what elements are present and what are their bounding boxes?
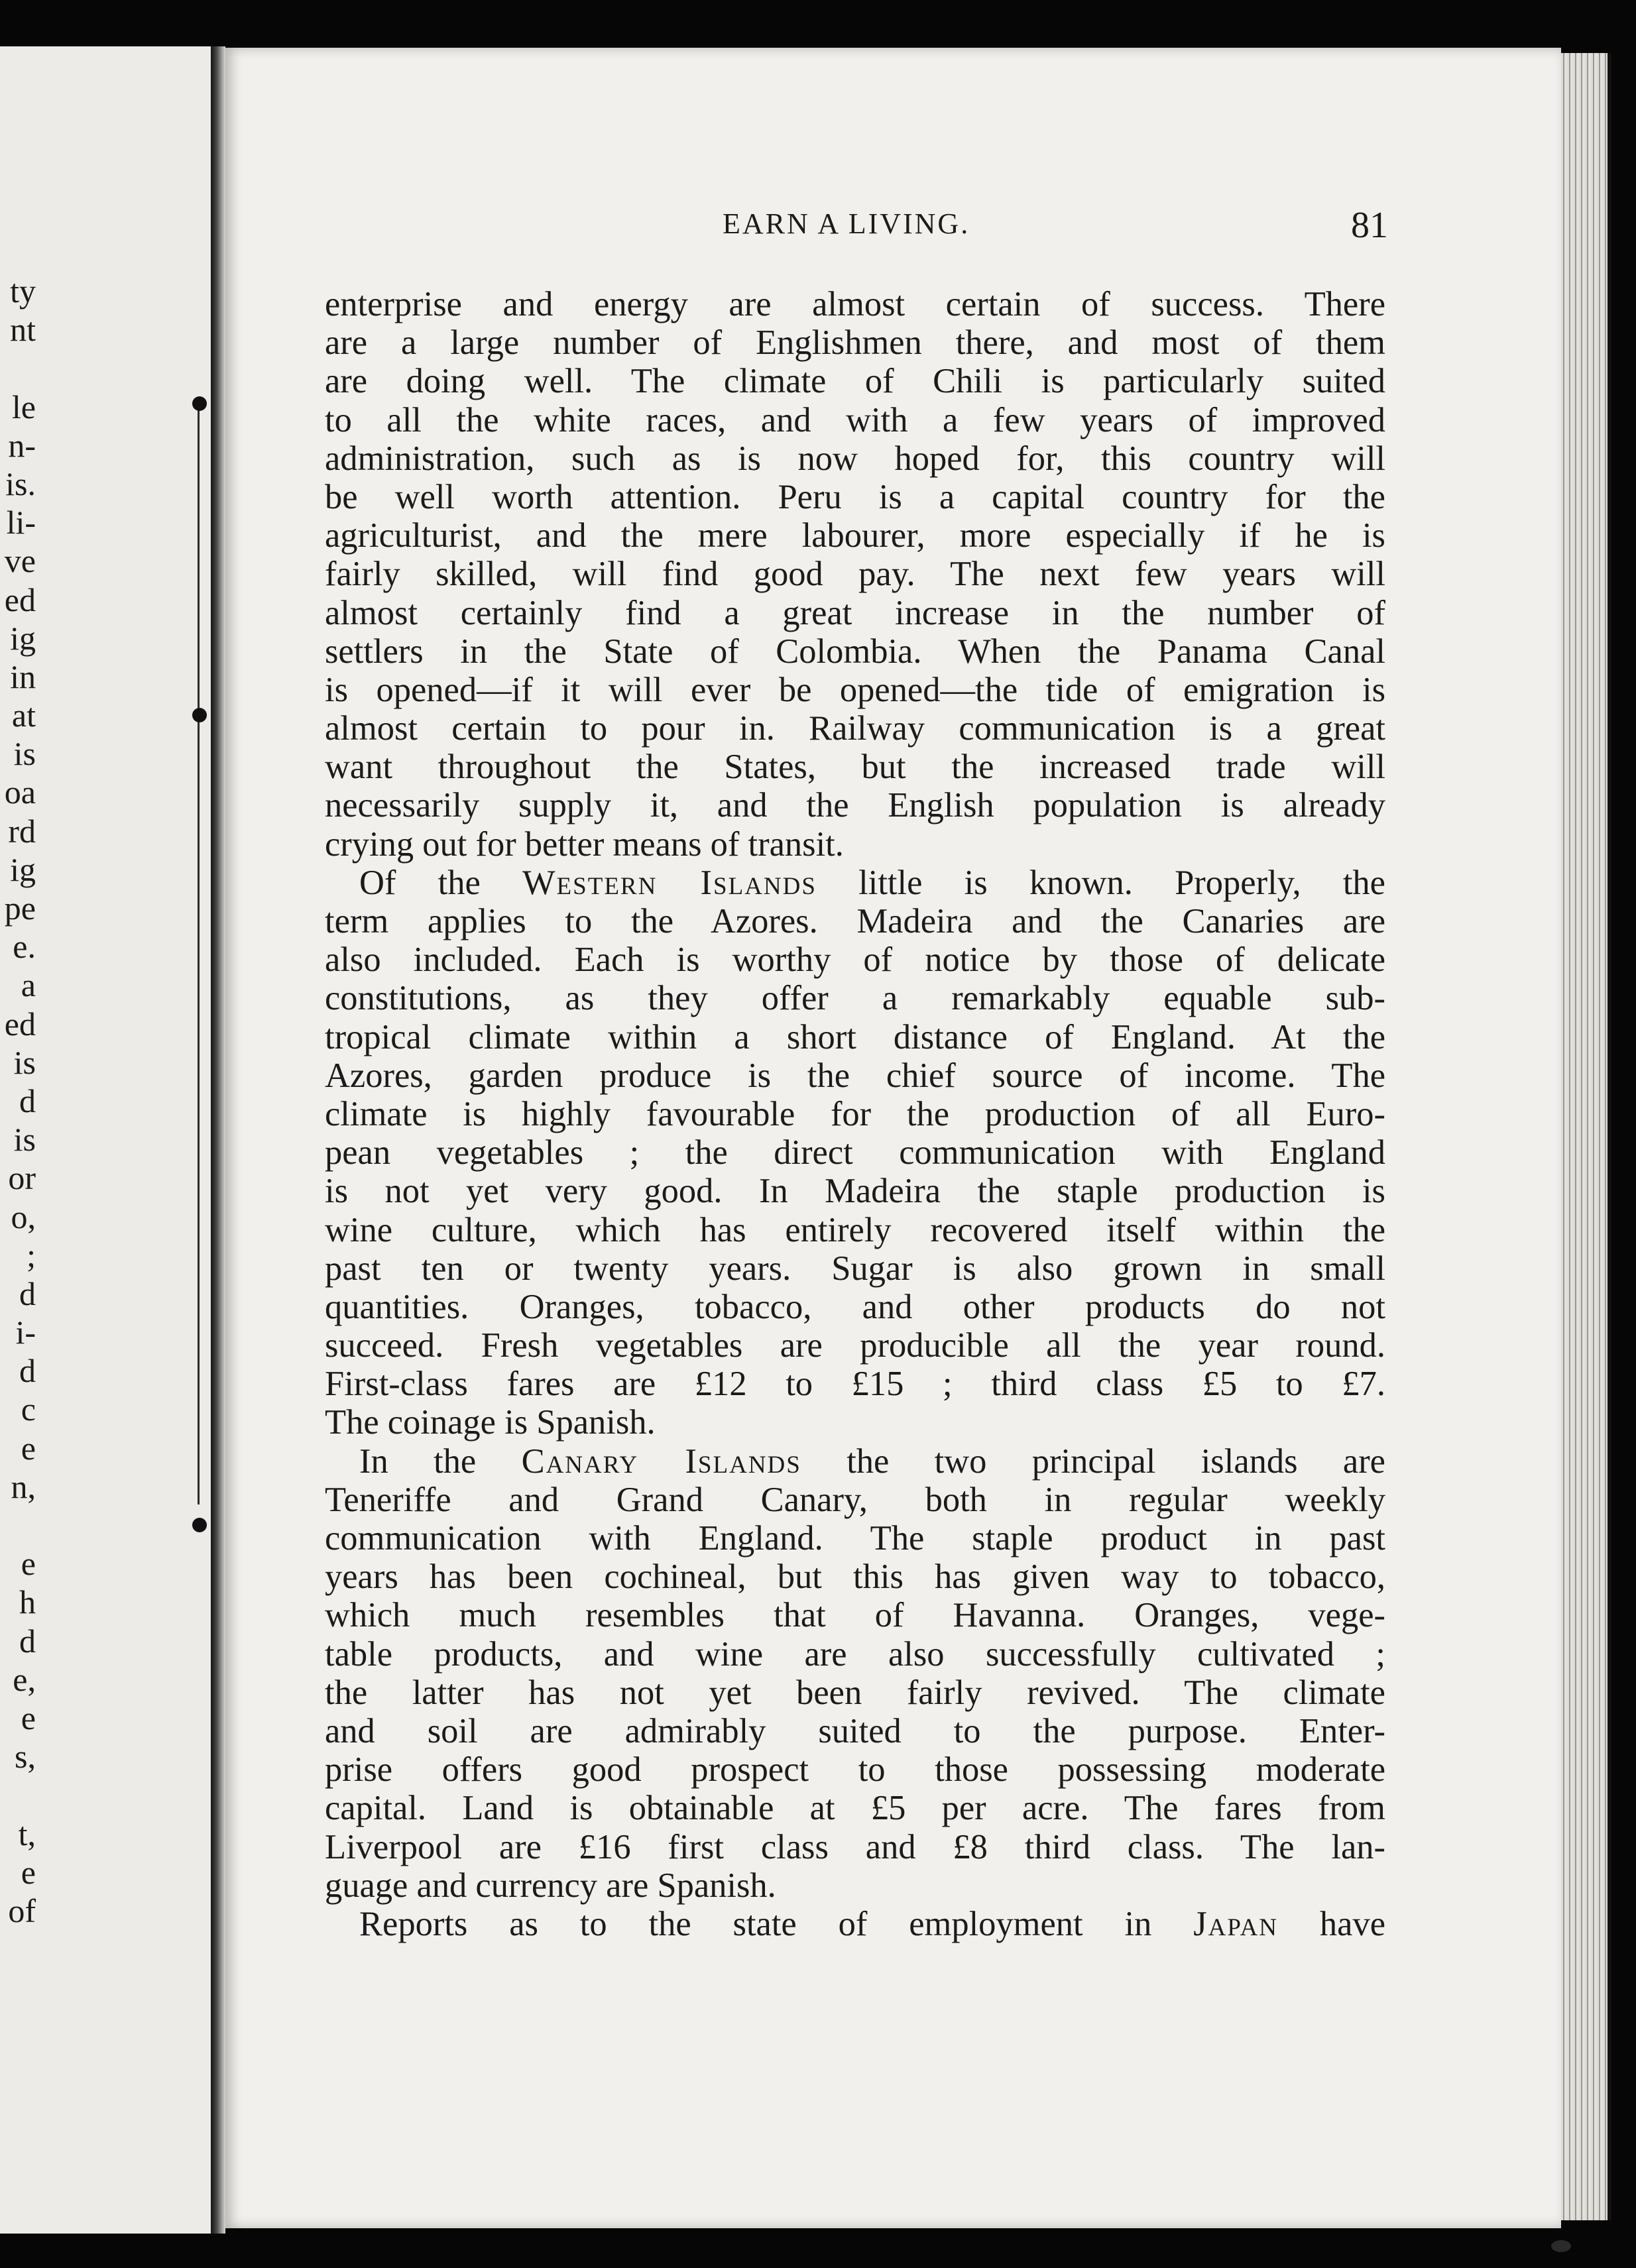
- left-page-fragment: ig: [10, 850, 36, 888]
- text-line: Of the Western Islands little is known. Properly, the: [359, 863, 1385, 902]
- left-page-fragment: or: [8, 1159, 36, 1197]
- running-head: EARN A LIVING.: [723, 207, 970, 240]
- text-line: settlers in the State of Colombia. When the Panama Canal: [325, 632, 1385, 671]
- left-page-fragment: ed: [4, 1005, 36, 1043]
- left-page-fragment: ty: [10, 272, 36, 310]
- left-page-fragment: oa: [4, 773, 36, 811]
- binding-stitch: [192, 396, 207, 411]
- text-line: necessarily supply it, and the English population is already: [325, 786, 1385, 825]
- text-line: is opened—if it will ever be opened—the tide of emigration is: [325, 670, 1385, 709]
- text-line: term applies to the Azores. Madeira and the Canaries are: [325, 902, 1385, 940]
- text-line: the latter has not yet been fairly revived. The climate: [325, 1673, 1385, 1712]
- text-line: constitutions, as they offer a remarkably equable sub-: [325, 979, 1385, 1018]
- text-line: want throughout the States, but the increased trade will: [325, 748, 1385, 787]
- left-page-fragment: s,: [15, 1738, 36, 1776]
- left-page-fragment: e,: [13, 1660, 36, 1698]
- text-line: prise offers good prospect to those possessing moderate: [325, 1750, 1385, 1789]
- left-page-fragment: e: [21, 1853, 36, 1891]
- text-line: quantities. Oranges, tobacco, and other products do not: [325, 1287, 1385, 1326]
- text-line: almost certainly find a great increase in the number of: [325, 593, 1385, 632]
- ink-smudge: [1551, 2240, 1571, 2252]
- text-line: agriculturist, and the mere labourer, more especially if he is: [325, 516, 1385, 555]
- text-line: The coinage is Spanish.: [325, 1403, 656, 1442]
- left-page-fragment: a: [21, 966, 36, 1004]
- left-page-fragment: o,: [11, 1198, 36, 1235]
- left-page-fragment: i-: [15, 1314, 36, 1351]
- left-page-fragment: of: [8, 1892, 36, 1929]
- small-caps-term: Canary Islands: [521, 1442, 801, 1481]
- small-caps-term: Western Islands: [522, 863, 817, 902]
- left-page-fragment: ;: [27, 1236, 36, 1274]
- left-page-fragment: ed: [4, 581, 36, 618]
- text-line: almost certain to pour in. Railway communication is a great: [325, 709, 1385, 748]
- left-page-fragment: t,: [18, 1815, 36, 1852]
- text-line: wine culture, which has entirely recovered itself within the: [325, 1210, 1385, 1249]
- text-line: guage and currency are Spanish.: [325, 1866, 776, 1905]
- text-line: are a large number of Englishmen there, and most of them: [325, 323, 1385, 363]
- left-page-fragment: e: [21, 1699, 36, 1736]
- left-page-fragment: in: [10, 657, 36, 695]
- left-page-fragment: c: [21, 1390, 36, 1428]
- text-line: Reports as to the state of employment in Japan have: [359, 1904, 1385, 1943]
- left-page-fragment: is: [13, 1121, 36, 1159]
- left-page-fragment: n-: [8, 426, 36, 464]
- left-page-fragment: nt: [10, 311, 36, 349]
- left-page-fragment: le: [11, 388, 36, 425]
- body-text: [325, 285, 1385, 1943]
- text-line: capital. Land is obtainable at £5 per acre. The fares from: [325, 1789, 1385, 1828]
- binding-thread: [198, 404, 200, 1504]
- small-caps-term: Japan: [1193, 1904, 1279, 1943]
- text-line: fairly skilled, will find good pay. The next few years will: [325, 555, 1385, 594]
- left-page-fragment: n,: [11, 1467, 36, 1505]
- text-line: enterprise and energy are almost certain of success. There: [325, 285, 1385, 323]
- left-page-fragment: li-: [6, 504, 36, 541]
- text-line: Azores, garden produce is the chief source of income. The: [325, 1056, 1385, 1095]
- left-page-fragment: e: [21, 1545, 36, 1583]
- text-line: crying out for better means of transit.: [325, 824, 844, 864]
- text-line: be well worth attention. Peru is a capital country for the: [325, 477, 1385, 516]
- left-page-fragment: at: [11, 697, 36, 734]
- left-page-text-fragments: [0, 272, 40, 1930]
- text-line: table products, and wine are also successfully cultivated ;: [325, 1634, 1385, 1673]
- text-line: pean vegetables ; the direct communication with England: [325, 1133, 1385, 1172]
- page-number: 81: [1351, 205, 1388, 246]
- left-page-fragment: ig: [10, 619, 36, 657]
- left-page-fragment: ve: [4, 542, 36, 580]
- left-page-fragment: [0, 1776, 40, 1814]
- text-line: and soil are admirably suited to the purpose. Enter-: [325, 1711, 1385, 1750]
- text-line: succeed. Fresh vegetables are producible all the year round.: [325, 1326, 1385, 1365]
- left-page-fragment: pe: [4, 889, 36, 927]
- text-line: is not yet very good. In Madeira the staple production is: [325, 1172, 1385, 1211]
- text-line: communication with England. The staple product in past: [325, 1519, 1385, 1558]
- left-page-fragment: [0, 1506, 40, 1544]
- left-page-fragment: is: [13, 735, 36, 773]
- text-line: past ten or twenty years. Sugar is also grown in small: [325, 1249, 1385, 1288]
- left-page-fragment: d: [19, 1352, 36, 1390]
- text-line: also included. Each is worthy of notice by those of delicate: [325, 940, 1385, 980]
- left-page-fragment: d: [19, 1622, 36, 1660]
- text-line: Liverpool are £16 first class and £8 third class. The lan-: [325, 1827, 1385, 1866]
- page-block-edge: [1561, 53, 1611, 2220]
- text-line: tropical climate within a short distance of England. At the: [325, 1017, 1385, 1056]
- left-page-fragment: rd: [8, 812, 36, 850]
- left-page-fragment: d: [19, 1275, 36, 1312]
- text-line: to all the white races, and with a few years of improved: [325, 400, 1385, 439]
- book-gutter: [211, 46, 225, 2234]
- text-line: Teneriffe and Grand Canary, both in regular weekly: [325, 1480, 1385, 1519]
- text-line: In the Canary Islands the two principal islands are: [359, 1442, 1385, 1481]
- left-page-fragment: e: [21, 1429, 36, 1467]
- text-line: climate is highly favourable for the production of all Euro-: [325, 1094, 1385, 1133]
- left-page-fragment: [0, 349, 40, 387]
- left-page-fragment: e.: [13, 928, 36, 966]
- text-line: years has been cochineal, but this has given way to tobacco,: [325, 1558, 1385, 1597]
- left-page-fragment: d: [19, 1082, 36, 1119]
- text-line: First-class fares are £12 to £15 ; third class £5 to £7.: [325, 1365, 1385, 1404]
- text-line: which much resembles that of Havanna. Oranges, vege-: [325, 1596, 1385, 1635]
- left-page-fragment: is.: [5, 465, 36, 502]
- left-page-fragment: is: [13, 1043, 36, 1081]
- binding-stitch: [192, 1518, 207, 1532]
- text-line: administration, such as is now hoped for, this country will: [325, 439, 1385, 478]
- binding-stitch: [192, 708, 207, 722]
- left-page-fragment: h: [19, 1583, 36, 1621]
- text-line: are doing well. The climate of Chili is particularly suited: [325, 362, 1385, 401]
